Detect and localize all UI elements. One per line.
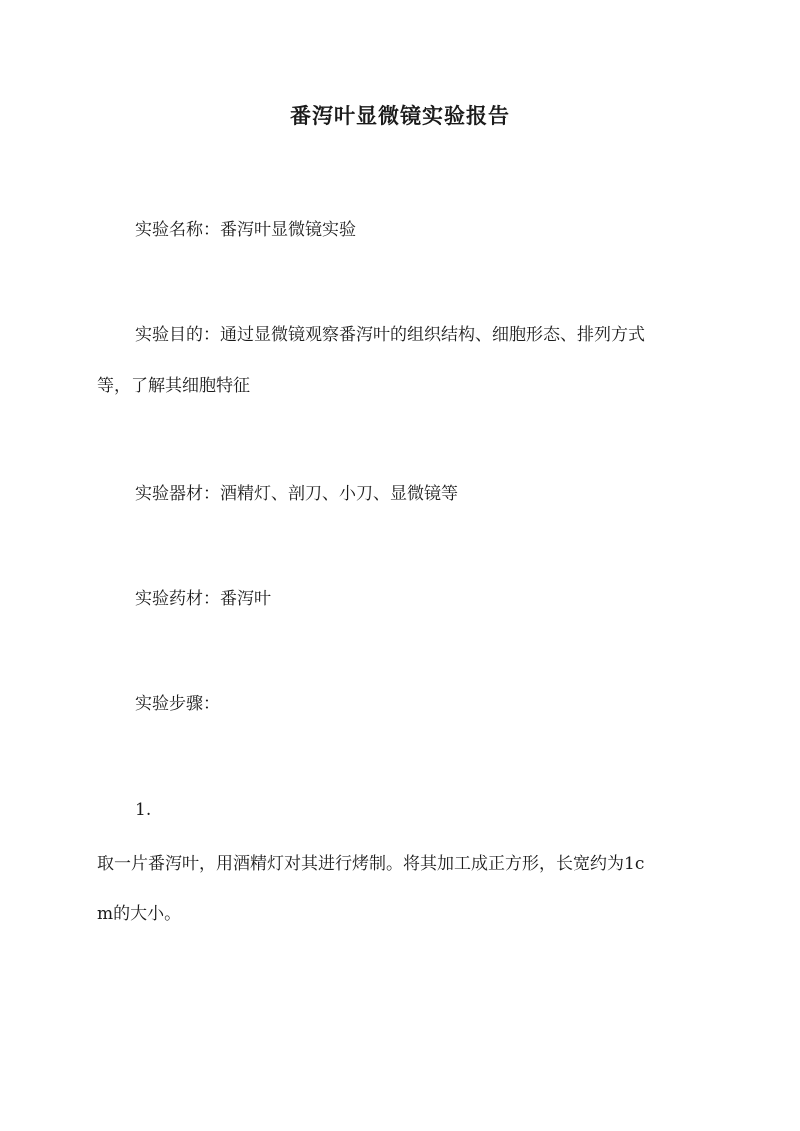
experiment-name: 实验名称：番泻叶显微镜实验 xyxy=(135,220,356,240)
experiment-purpose-line1: 实验目的：通过显微镜观察番泻叶的组织结构、细胞形态、排列方式 xyxy=(135,325,645,345)
step-1-number: 1. xyxy=(135,800,152,820)
experiment-purpose-line2: 等，了解其细胞特征 xyxy=(97,376,250,396)
experiment-materials: 实验药材：番泻叶 xyxy=(135,589,271,609)
step-1-line1: 取一片番泻叶，用酒精灯对其进行烤制。将其加工成正方形，长宽约为1c xyxy=(97,854,645,874)
document-title: 番泻叶显微镜实验报告 xyxy=(290,103,510,128)
experiment-steps-heading: 实验步骤： xyxy=(135,694,220,714)
experiment-equipment: 实验器材：酒精灯、剖刀、小刀、显微镜等 xyxy=(135,484,458,504)
step-1-line2: m的大小。 xyxy=(97,904,182,924)
